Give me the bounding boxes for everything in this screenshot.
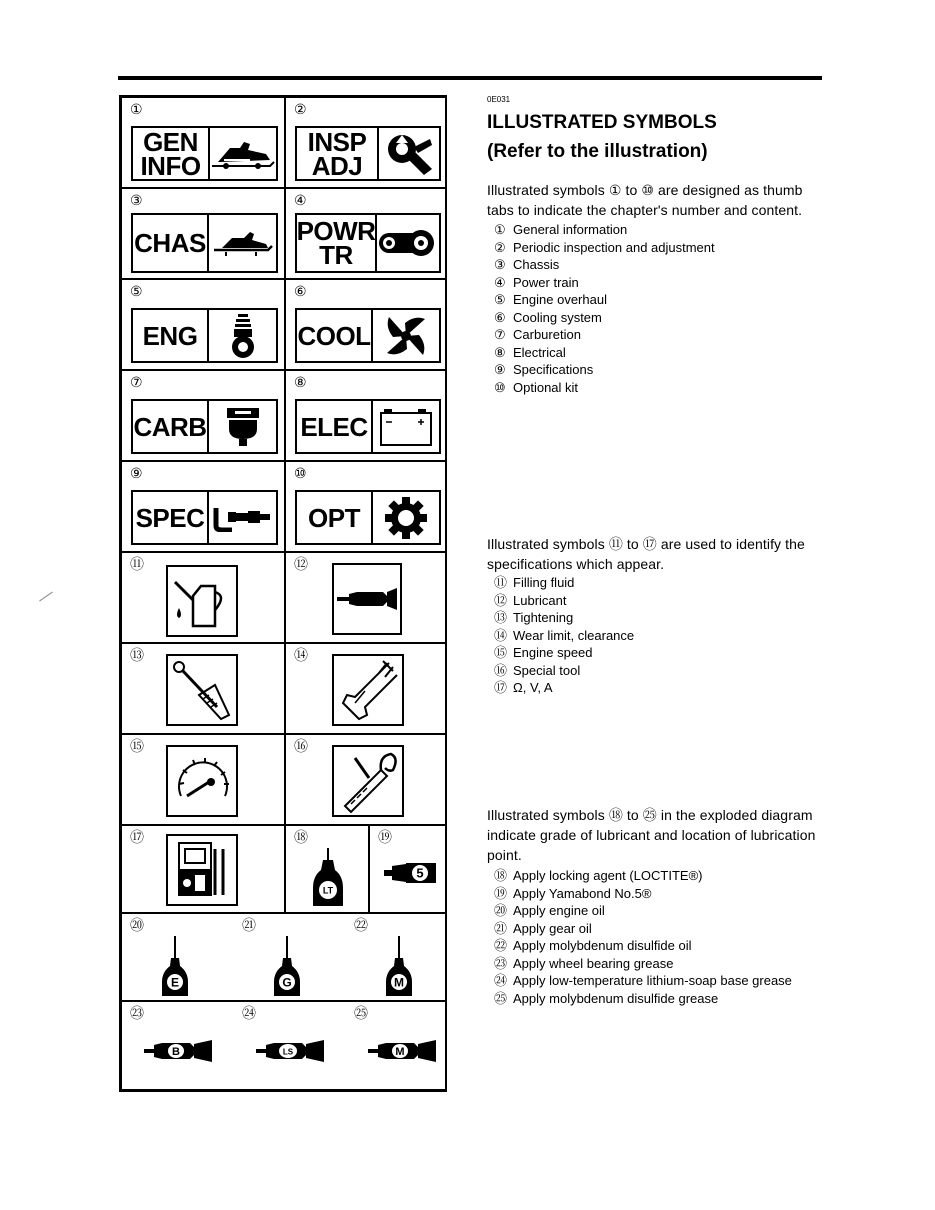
symbol-cell-spec	[121, 461, 285, 552]
symbol-number: ⑱	[294, 829, 308, 845]
tab-label	[133, 401, 209, 452]
item-text: Apply Yamabond No.5®	[513, 885, 652, 901]
list-item	[494, 344, 715, 362]
symbol-cell-cool	[285, 279, 447, 370]
tab-label-line: CARB	[133, 411, 207, 442]
symbol-number: ⑰	[130, 829, 144, 845]
symbol-cell-elec	[285, 370, 447, 461]
list-item	[494, 379, 715, 397]
tab-label-line: INSP	[307, 126, 367, 157]
tab-label-line: TR	[319, 240, 353, 270]
symbol-cell-lubricant	[285, 552, 447, 643]
item-number: ⑤	[494, 292, 506, 307]
item-text: Lubricant	[513, 592, 567, 608]
list-item	[494, 885, 792, 903]
symbol-number: ②	[294, 101, 307, 117]
item-number: ㉓	[494, 955, 508, 971]
list-item	[494, 574, 634, 592]
item-number: ㉒	[494, 938, 508, 953]
symbol-number: ⑯	[294, 738, 308, 754]
item-number: ㉕	[494, 990, 508, 1006]
list-item	[494, 274, 715, 292]
symbol-cell-eng	[121, 279, 285, 370]
item-number: ⑮	[494, 645, 508, 660]
section2-list	[494, 574, 634, 697]
tab-label-line: ELEC	[300, 411, 368, 442]
item-number: ⑫	[494, 592, 508, 608]
item-text: Engine speed	[513, 645, 593, 660]
list-item	[494, 609, 634, 627]
tab-label-line: POWR	[296, 216, 376, 246]
symbol-number: ⑭	[294, 647, 308, 663]
svg-text:M: M	[395, 1046, 405, 1058]
eng-tab	[131, 308, 278, 363]
symbol-number: ⑬	[130, 647, 144, 663]
item-text: Apply wheel bearing grease	[513, 955, 674, 971]
svg-text:5: 5	[416, 865, 424, 881]
svg-text:G: G	[282, 975, 292, 990]
symbol-row-oils	[121, 913, 447, 1001]
item-number: ⑰	[494, 680, 508, 695]
symbol-number: ⑩	[294, 465, 307, 481]
list-item	[494, 955, 792, 973]
item-number: ⑨	[494, 362, 506, 377]
symbol-cell-engine-speed	[121, 734, 285, 825]
item-text: Optional kit	[513, 379, 579, 395]
gen-info-tab	[131, 126, 278, 181]
item-number: ㉔	[494, 973, 508, 988]
symbol-cell-ohm-volt-amp	[121, 825, 285, 913]
symbol-cell-yamabond	[369, 825, 447, 913]
item-number: ③	[494, 257, 506, 272]
tab-label	[297, 215, 377, 271]
list-item	[494, 990, 792, 1008]
item-text: Engine overhaul	[513, 292, 607, 307]
sealant-tube-icon	[382, 860, 438, 886]
item-number: ⑥	[494, 309, 506, 325]
symbol-cell-powr-tr	[285, 188, 447, 279]
tab-label	[133, 128, 210, 179]
symbol-number: ⑫	[294, 556, 308, 572]
molybdenum-oil-icon	[384, 934, 414, 998]
item-number: ⑪	[494, 575, 508, 590]
page-title	[487, 108, 717, 166]
filling-fluid-icon	[166, 565, 238, 637]
tab-label-line: OPT	[308, 502, 360, 533]
item-number: ②	[494, 239, 506, 255]
symbol-number: ㉒	[354, 917, 368, 933]
item-text: Apply gear oil	[513, 920, 592, 936]
gear-oil-icon	[272, 934, 302, 998]
snowmobile-icon	[210, 128, 276, 179]
symbol-cell-special-tool	[285, 734, 447, 825]
tab-label-line: ADJ	[311, 150, 363, 181]
item-text: Power train	[513, 274, 579, 290]
item-number: ①	[494, 222, 506, 237]
symbol-number: ④	[294, 192, 307, 208]
item-text: Ω, V, A	[513, 680, 553, 695]
cool-tab	[295, 308, 441, 363]
svg-text:M: M	[394, 975, 404, 990]
tab-label-line: GEN	[143, 126, 198, 157]
tab-label-line: INFO	[140, 150, 201, 181]
tab-label-line: SPEC	[135, 502, 205, 533]
tab-label	[297, 492, 373, 543]
tab-label-line: ENG	[142, 320, 198, 351]
list-item	[494, 867, 792, 885]
item-text: Electrical	[513, 344, 566, 360]
document-code: 0E031	[487, 95, 511, 104]
svg-text:B: B	[172, 1046, 180, 1058]
symbol-number: ㉑	[242, 917, 256, 933]
tab-label	[133, 310, 209, 361]
list-item	[494, 309, 715, 327]
symbol-cell-chas	[121, 188, 285, 279]
symbol-cell-locking-agent	[285, 825, 369, 913]
chas-tab	[131, 213, 278, 273]
symbol-cell-tightening	[121, 643, 285, 734]
symbol-number: ㉔	[242, 1005, 256, 1021]
item-text: Chassis	[513, 257, 560, 272]
carb-tab	[131, 399, 278, 454]
section1-list	[494, 221, 715, 396]
multimeter-icon	[166, 834, 238, 906]
list-item	[494, 361, 715, 379]
section3-intro: Illustrated symbols ⑱ to ㉕ in the exploded diagram indicate grade of lubricant and location of lubrication point.	[487, 807, 816, 863]
piston-icon	[209, 310, 276, 361]
symbol-cell-carb	[121, 370, 285, 461]
symbol-number: ⑤	[130, 283, 143, 299]
torque-wrench-icon	[166, 654, 238, 726]
lithium-soap-grease-icon	[254, 1038, 326, 1064]
ski-chassis-icon	[209, 215, 276, 271]
caliper-icon	[332, 654, 404, 726]
wheel-bearing-grease-icon	[142, 1038, 214, 1064]
item-text: Apply molybdenum disulfide grease	[513, 990, 719, 1006]
spec-tab	[131, 490, 278, 545]
tachometer-icon	[166, 745, 238, 817]
section3-list	[494, 867, 792, 1007]
tab-label	[297, 128, 379, 179]
item-number: ⑳	[494, 903, 508, 918]
tab-label	[297, 401, 373, 452]
list-item	[494, 937, 792, 955]
tab-label-line: COOL	[297, 320, 371, 351]
drive-belt-icon	[377, 215, 439, 271]
symbol-number: ㉕	[354, 1005, 368, 1021]
svg-text:E: E	[170, 975, 180, 990]
symbol-number: ⑲	[378, 829, 392, 845]
tab-label	[133, 215, 209, 271]
svg-text:LS: LS	[282, 1047, 294, 1057]
item-text: Tightening	[513, 610, 574, 625]
list-item	[494, 291, 715, 309]
symbol-number: ⑮	[130, 738, 144, 754]
subtitle-line: (Refer to the illustration)	[487, 141, 708, 162]
battery-icon	[373, 401, 439, 452]
list-item	[494, 679, 634, 697]
tab-label	[297, 310, 373, 361]
loctite-bottle-icon	[311, 846, 345, 908]
symbol-number: ㉓	[130, 1005, 144, 1021]
item-text: Apply locking agent (LOCTITE®)	[513, 868, 703, 883]
item-text: Wear limit, clearance	[513, 627, 635, 643]
item-text: Filling fluid	[513, 575, 575, 590]
item-text: Periodic inspection and adjustment	[513, 239, 715, 255]
item-number: ⑩	[494, 379, 506, 395]
list-item	[494, 221, 715, 239]
lubricant-icon	[332, 563, 402, 635]
list-item	[494, 972, 792, 990]
item-text: Special tool	[513, 662, 581, 678]
item-number: ⑧	[494, 344, 506, 360]
list-item	[494, 239, 715, 257]
micrometer-icon	[209, 492, 276, 543]
symbol-number: ⑳	[130, 917, 144, 933]
symbol-cell-wear-limit	[285, 643, 447, 734]
list-item	[494, 326, 715, 344]
symbol-cell-insp-adj	[285, 97, 447, 188]
top-rule	[118, 76, 822, 80]
opt-tab	[295, 490, 441, 545]
list-item	[494, 627, 634, 645]
symbol-number: ⑪	[130, 556, 144, 572]
symbol-cell-opt	[285, 461, 447, 552]
gear-icon	[373, 492, 439, 543]
list-item	[494, 592, 634, 610]
list-item	[494, 644, 634, 662]
list-item	[494, 256, 715, 274]
symbol-cell-gen-info	[121, 97, 285, 188]
item-number: ㉑	[494, 920, 508, 936]
symbols-grid	[119, 95, 447, 1092]
symbol-cell-filling-fluid	[121, 552, 285, 643]
item-number: ⑭	[494, 627, 508, 643]
carburetor-icon	[209, 401, 276, 452]
item-text: Carburetion	[513, 327, 581, 342]
item-text: Apply molybdenum disulfide oil	[513, 938, 692, 953]
scan-mark	[39, 592, 53, 602]
symbol-number: ①	[130, 101, 143, 117]
symbol-number: ⑦	[130, 374, 143, 390]
section2-intro: Illustrated symbols ⑪ to ⑰ are used to identify the specifications which appear.	[487, 536, 805, 572]
item-number: ④	[494, 274, 506, 290]
svg-text:LT: LT	[322, 885, 334, 896]
wrench-icon	[379, 128, 439, 179]
item-text: Specifications	[513, 362, 594, 377]
symbol-row-greases	[121, 1001, 447, 1090]
title-line: ILLUSTRATED SYMBOLS	[487, 112, 717, 133]
item-number: ⑯	[494, 662, 508, 678]
powr-tr-tab	[295, 213, 441, 273]
symbol-number: ⑧	[294, 374, 307, 390]
symbol-number: ⑨	[130, 465, 143, 481]
list-item	[494, 902, 792, 920]
symbol-number: ⑥	[294, 283, 307, 299]
item-text: Apply engine oil	[513, 903, 605, 918]
fan-icon	[373, 310, 439, 361]
tab-label	[133, 492, 209, 543]
special-tool-icon	[332, 745, 404, 817]
item-text: Cooling system	[513, 309, 602, 325]
item-number: ⑦	[494, 327, 506, 342]
list-item	[494, 662, 634, 680]
item-text: General information	[513, 222, 628, 237]
item-text: Apply low-temperature lithium-soap base grease	[513, 973, 792, 988]
insp-adj-tab	[295, 126, 441, 181]
molybdenum-grease-icon	[366, 1038, 438, 1064]
item-number: ⑲	[494, 885, 508, 901]
engine-oil-icon	[160, 934, 190, 998]
symbol-number: ③	[130, 192, 143, 208]
item-number: ⑱	[494, 868, 508, 883]
list-item	[494, 920, 792, 938]
tab-label-line: CHAS	[134, 228, 206, 258]
item-number: ⑬	[494, 610, 508, 625]
section1-intro: Illustrated symbols ① to ⑩ are designed as thumb tabs to indicate the chapter's number and content.	[487, 182, 803, 218]
elec-tab	[295, 399, 441, 454]
